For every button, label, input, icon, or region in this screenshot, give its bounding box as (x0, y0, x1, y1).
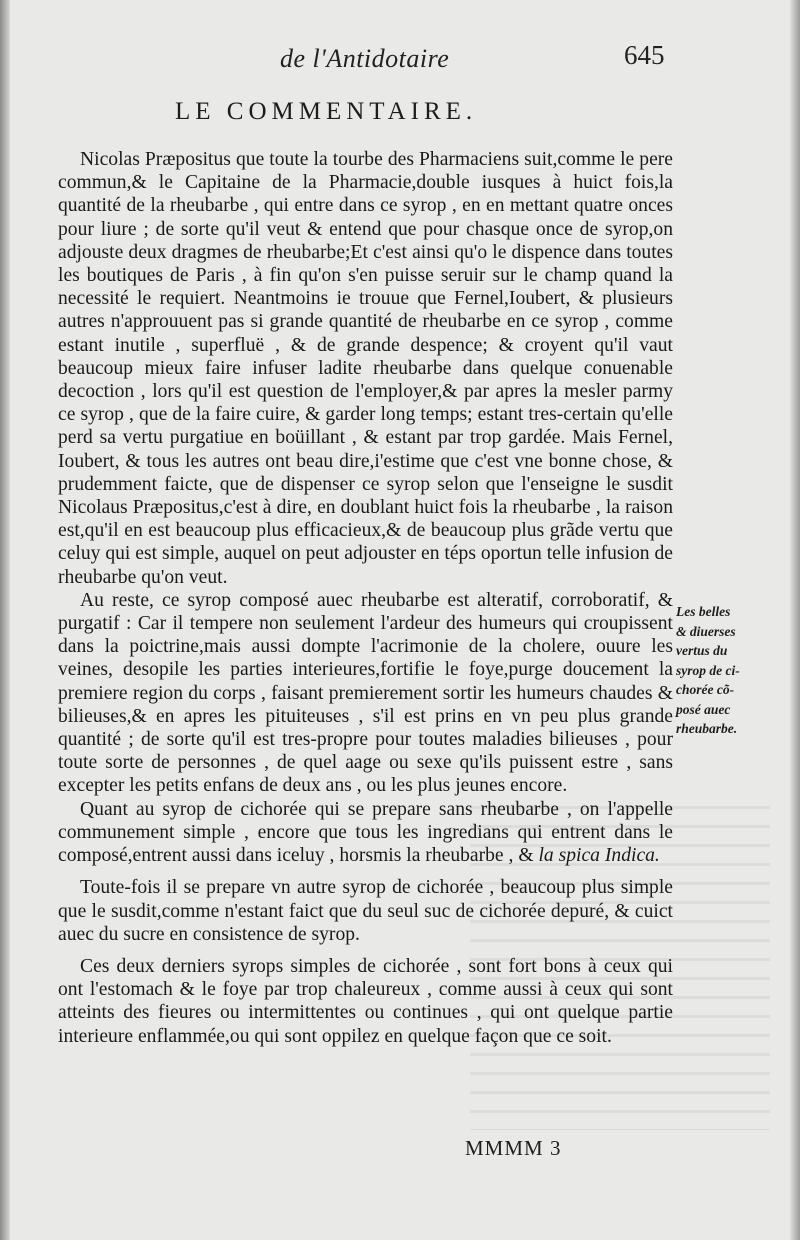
marginal-note (676, 602, 772, 739)
paragraph-5: Ces deux derniers syrops simples de cichorée , sont fort bons à ceux qui ont l'estomach & le foye par trop chaleureux , comme aussi à ceux qui sont atteints des fieures ou intermittentes ou continues , qui ont quelque partie interieure enflammée,ou qui sont oppilez en quelque façon que ce soit. (58, 955, 673, 1047)
section-title: LE COMMENTAIRE. (175, 98, 478, 125)
marginal-note-line: posé auec (676, 701, 731, 717)
page-number: 645 (624, 40, 665, 70)
paragraph-1: Nicolas Præpositus que toute la tourbe des Pharmaciens suit,comme le pere commun,& le Capitaine de la Pharmacie,double iusques à huict fois,la quantité de la rheubarbe , qui entre dans ce syrop , en en mettant quatre onces pour liure ; de sorte qu'il veut & entend que pour chasque once de syrop,on adjouste deux dragmes de rheubarbe;Et c'est ainsi qu'o le dispence dans toutes les boutiques de Paris , à fin qu'on s'en puisse seruir sur le champ quand la necessité le requiert. Neantmoins ie trouue que Fernel,Ioubert, & plusieurs autres n'approuuent pas si grande quantité de rheubarbe en ce syrop , comme estant inutile , superfluë , & de grande despence; & croyent qu'il vaut beaucoup mieux faire infuser ladite rheubarbe dans quelque conuenable decoction , lors qu'il est question de l'employer,& par apres la mesler parmy ce syrop , que de la faire cuire, & garder long temps; estant tres-certain qu'elle perd sa vertu purgatiue en boüillant , & estant par trop gardée. Mais Fernel, Ioubert, & tous les autres ont beau dire,i'estime que c'est vne bonne chose, & prudemment faicte, que de dispenser ce syrop selon que l'enseigne le susdit Nicolaus Præpositus,c'est à dire, en doublant huict fois la rheubarbe , la raison est,qu'il en est beaucoup plus efficacieux,& de beaucoup plus grãde vertu que celuy qui est simple, auquel on peut adjouster en téps oportun telle infusion de rheubarbe qu'on veut. (58, 149, 673, 588)
paragraph-3-text: Quant au syrop de cichorée qui se prepare sans rheubarbe , on l'appelle communement simple , encore que tous les ingredians qui entrent dans le composé,entrent aussi dans iceluy , horsmis la rheubarbe , & (58, 798, 673, 867)
paragraph-3-italic-tail: la spica Indica. (538, 845, 660, 867)
paragraph-4: Toute-fois il se prepare vn autre syrop de cichorée , beaucoup plus simple que le susdit,comme n'estant faict que du seul suc de cichorée depuré, & cuict auec du sucre en consistence de syrop. (58, 877, 673, 945)
paragraph-2: Au reste, ce syrop composé auec rheubarbe est alteratif, corroboratif, & purgatif : Car il tempere non seulement l'ardeur des humeurs qui croupissent dans la poictrine,mais aussi dompte l'acrimonie de la cholere, ouure les veines, desopile les parties interieures,fortifie le foye,purge doucement la premiere region du corps , faisant premierement sortir les humeurs chaudes & bilieuses,& en apres les pituiteuses , s'il est prins en vn peu plus grande quantité ; de sorte qu'il est tres-propre pour toutes maladies bilieuses , pour toute sorte de personnes , de quel aage ou sexe qu'ils puissent estre , sans excepter les petits enfans de deux ans , ou les plus jeunes encore. (58, 589, 673, 797)
page-edge-right (790, 0, 800, 1240)
marginal-note-line: chorée cõ- (676, 682, 735, 697)
signature-mark: MMMM 3 (465, 1136, 562, 1160)
running-title: de l'Antidotaire (280, 44, 450, 73)
marginal-note-line: & diuerses (676, 623, 736, 639)
marginal-note-line: vertus du (676, 643, 728, 658)
paragraph-3 (58, 798, 673, 868)
commentary-body (58, 148, 673, 1048)
marginal-note-line: syrop de ci- (676, 662, 740, 678)
marginal-note-line: rheubarbe. (676, 721, 738, 736)
marginal-note-line: Les belles (676, 604, 731, 619)
page-edge-left (0, 0, 10, 1240)
